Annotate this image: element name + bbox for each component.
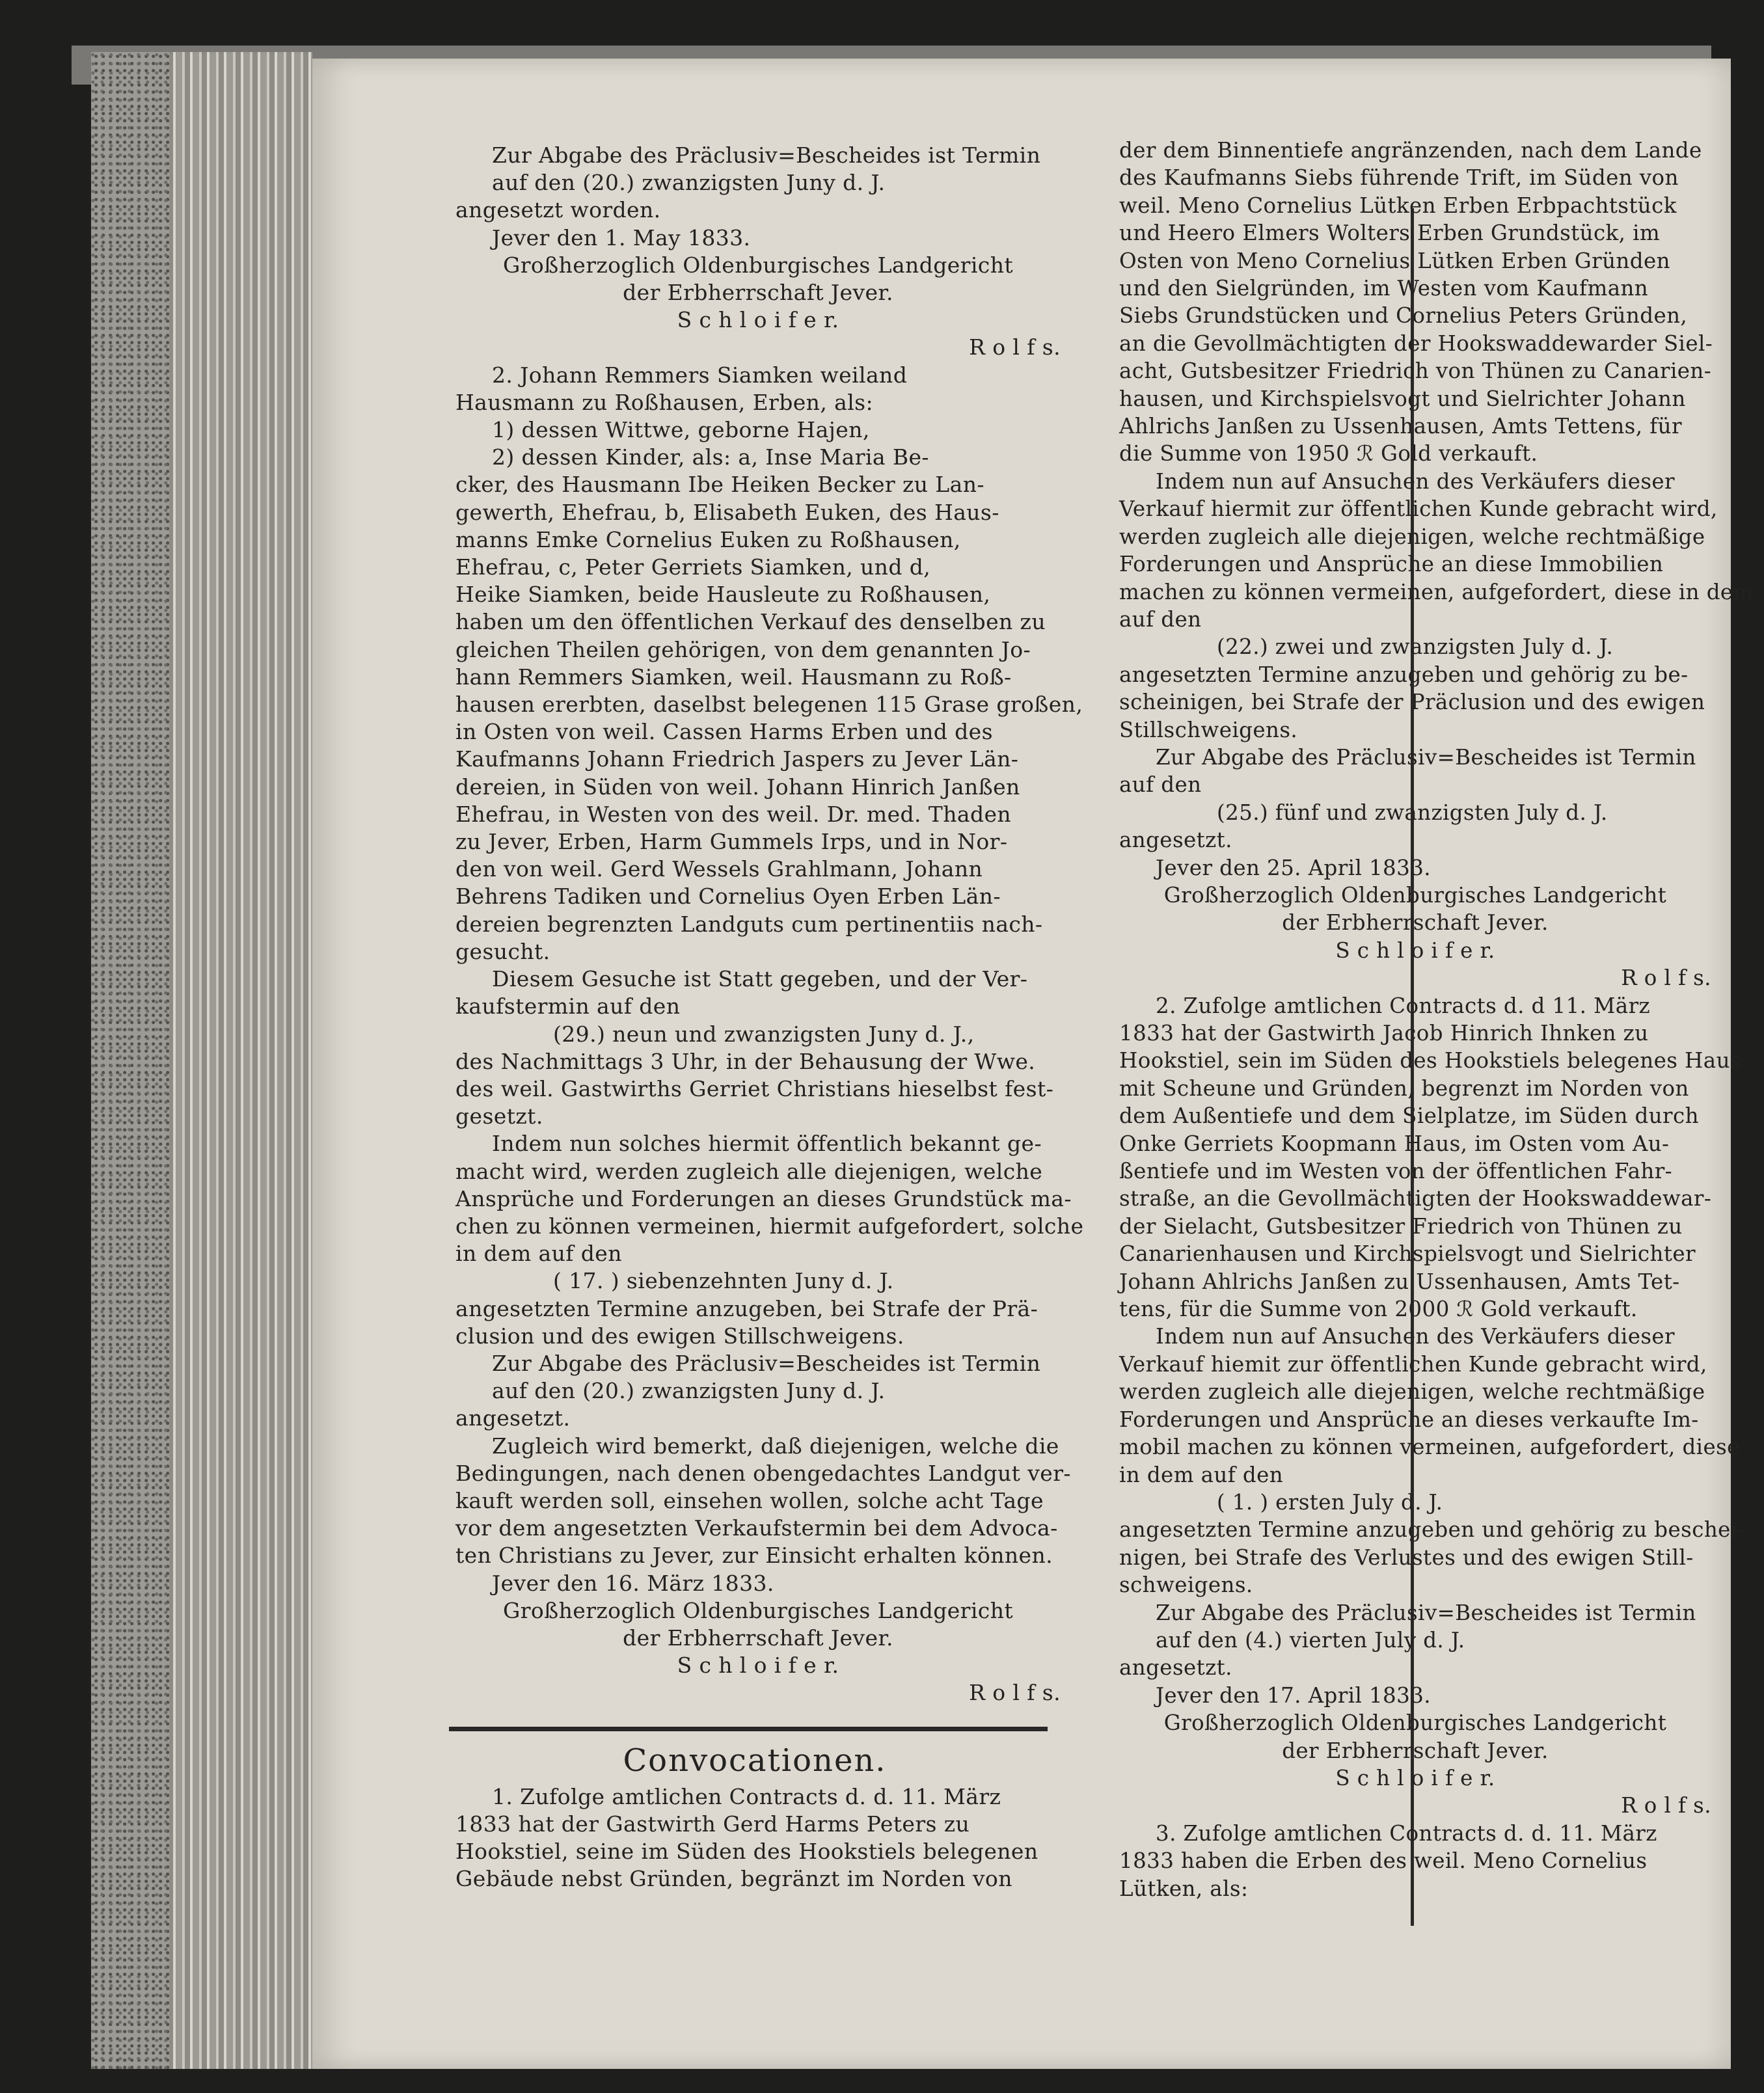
text-line: Canarienhausen und Kirchspielsvogt und Sielrichter bbox=[1119, 1241, 1696, 1267]
text-line: Indem nun auf Ansuchen des Verkäufers dieser bbox=[1156, 468, 1675, 494]
text-line: S c h l o i f e r. bbox=[677, 307, 839, 333]
text-line: Zur Abgabe des Präclusiv=Bescheides ist Termin bbox=[492, 1350, 1041, 1376]
text-line: Onke Gerriets Koopmann Haus, im Osten vom Au- bbox=[1119, 1131, 1670, 1156]
text-line: dereien begrenzten Landguts cum pertinentiis nach- bbox=[455, 911, 1043, 937]
text-line: des Kaufmanns Siebs führende Trift, im Süden von bbox=[1119, 165, 1679, 191]
text-line: Forderungen und Ansprüche an diese Immobilien bbox=[1119, 552, 1664, 577]
text-line: Indem nun auf Ansuchen des Verkäufers dieser bbox=[1156, 1324, 1675, 1349]
text-line: Zugleich wird bemerkt, daß diejenigen, welche die bbox=[492, 1433, 1059, 1459]
text-line: hausen ererbten, daselbst belegenen 115 Grase großen, bbox=[455, 692, 1083, 718]
text-line: Zur Abgabe des Präclusiv=Bescheides ist Termin bbox=[492, 142, 1041, 168]
text-line: (29.) neun und zwanzigsten Juny d. J., bbox=[553, 1021, 975, 1047]
text-line: Gebäude nebst Gründen, begränzt im Norden von bbox=[455, 1866, 1012, 1892]
text-line: machen zu können vermeinen, aufgefordert, diese in dem bbox=[1119, 579, 1754, 604]
text-line: Hookstiel, sein im Süden des Hookstiels belegenes Haus bbox=[1119, 1048, 1741, 1074]
text-line: Ansprüche und Forderungen an dieses Grundstück ma- bbox=[455, 1185, 1072, 1211]
text-line: in dem auf den bbox=[455, 1241, 622, 1267]
text-line: 1. Zufolge amtlichen Contracts d. d. 11. März bbox=[492, 1783, 1001, 1809]
text-line: R o l f s. bbox=[1621, 1793, 1711, 1818]
text-line: cker, des Hausmann Ibe Heiken Becker zu Lan- bbox=[455, 472, 984, 498]
text-line: hann Remmers Siamken, weil. Hausmann zu Roß- bbox=[455, 664, 1012, 690]
text-line: (22.) zwei und zwanzigsten July d. J. bbox=[1217, 634, 1614, 660]
text-line: 2. Zufolge amtlichen Contracts d. d 11. März bbox=[1156, 993, 1651, 1018]
text-line: Lütken, als: bbox=[1119, 1876, 1249, 1901]
text-line: des Nachmittags 3 Uhr, in der Behausung der Wwe. bbox=[455, 1048, 1036, 1074]
text-line: schweigens. bbox=[1119, 1573, 1253, 1598]
text-line: 1) dessen Wittwe, geborne Hajen, bbox=[492, 417, 870, 443]
text-line: gleichen Theilen gehörigen, von dem genannten Jo- bbox=[455, 636, 1031, 662]
text-line: Stillschweigens. bbox=[1119, 717, 1298, 742]
text-line: Großherzoglich Oldenburgisches Landgericht bbox=[1163, 1710, 1667, 1736]
text-line: angesetzten Termine anzugeben, bei Strafe der Prä- bbox=[455, 1295, 1038, 1321]
text-line: in Osten von weil. Cassen Harms Erben und des bbox=[455, 719, 993, 745]
text-line: angesetzten Termine anzugeben und gehörig zu be- bbox=[1119, 662, 1689, 687]
text-line: Großherzoglich Oldenburgisches Landgericht bbox=[502, 252, 1014, 278]
text-line: 2. Johann Remmers Siamken weiland bbox=[492, 362, 908, 388]
text-line: zu Jever, Erben, Harm Gummels Irps, und in Nor- bbox=[455, 829, 1008, 855]
text-line: clusion und des ewigen Stillschweigens. bbox=[455, 1323, 904, 1349]
text-line: weil. Meno Cornelius Lütken Erben Erbpachtstück bbox=[1119, 193, 1677, 218]
text-line: ßentiefe und im Westen von der öffentlichen Fahr- bbox=[1119, 1159, 1673, 1184]
book-cover-edge bbox=[91, 52, 169, 2069]
text-line: acht, Gutsbesitzer Friedrich von Thünen zu Canarien- bbox=[1119, 358, 1712, 384]
text-line: Osten von Meno Cornelius Lütken Erben Gründen bbox=[1119, 248, 1670, 273]
text-line: Jever den 1. May 1833. bbox=[492, 224, 751, 250]
text-line: Großherzoglich Oldenburgisches Landgericht bbox=[1163, 882, 1667, 908]
text-line: angesetzt. bbox=[1119, 1655, 1232, 1681]
text-line: Siebs Grundstücken und Cornelius Peters Gründen, bbox=[1119, 303, 1688, 329]
left-column bbox=[455, 142, 1084, 1893]
text-line: hausen, und Kirchspielsvogt und Sielrichter Johann bbox=[1119, 386, 1686, 411]
text-line: Verkauf hiemit zur öffentlichen Kunde gebracht wird, bbox=[1119, 1351, 1707, 1377]
text-line: werden zugleich alle diejenigen, welche rechtmäßige bbox=[1119, 1379, 1705, 1405]
text-line: manns Emke Cornelius Euken zu Roßhausen, bbox=[455, 526, 961, 552]
text-line: scheinigen, bei Strafe der Präclusion und des ewigen bbox=[1119, 690, 1705, 715]
text-line: Ehefrau, c, Peter Gerriets Siamken, und d, bbox=[455, 554, 931, 580]
text-line: R o l f s. bbox=[969, 334, 1061, 360]
text-line: S c h l o i f e r. bbox=[1335, 1765, 1495, 1790]
text-line: Hausmann zu Roßhausen, Erben, als: bbox=[455, 389, 874, 415]
text-line: auf den (20.) zwanzigsten Juny d. J. bbox=[492, 170, 886, 196]
text-line: 1833 hat der Gastwirth Gerd Harms Peters zu bbox=[455, 1811, 970, 1837]
text-line: vor dem angesetzten Verkaufstermin bei dem Advoca- bbox=[455, 1515, 1058, 1541]
text-line: Kaufmanns Johann Friedrich Jaspers zu Jever Län- bbox=[455, 746, 1019, 772]
text-line: angesetzt. bbox=[1119, 828, 1232, 853]
text-line: Heike Siamken, beide Hausleute zu Roßhausen, bbox=[455, 582, 991, 608]
text-line: gesetzt. bbox=[455, 1103, 543, 1129]
text-line: S c h l o i f e r. bbox=[1335, 938, 1495, 963]
text-line: mit Scheune und Gründen, begrenzt im Norden von bbox=[1119, 1075, 1689, 1101]
text-line: Jever den 25. April 1833. bbox=[1156, 855, 1432, 880]
text-line: kaufstermin auf den bbox=[455, 993, 681, 1019]
text-line: 1833 hat der Gastwirth Jacob Hinrich Ihnken zu bbox=[1119, 1021, 1649, 1046]
text-line: in dem auf den bbox=[1119, 1462, 1284, 1487]
text-line: Indem nun solches hiermit öffentlich bekannt ge- bbox=[492, 1131, 1042, 1157]
text-line: dem Außentiefe und dem Sielplatze, im Süden durch bbox=[1119, 1103, 1699, 1129]
text-line: die Summe von 1950 ℛ Gold verkauft. bbox=[1119, 441, 1538, 466]
text-line: Zur Abgabe des Präclusiv=Bescheides ist Termin bbox=[1156, 1600, 1696, 1625]
text-line: angesetzt worden. bbox=[455, 197, 661, 223]
text-line: Jever den 16. März 1833. bbox=[492, 1570, 774, 1596]
text-line: kauft werden soll, einsehen wollen, solche acht Tage bbox=[455, 1487, 1044, 1513]
text-line: der dem Binnentiefe angränzenden, nach dem Lande bbox=[1119, 138, 1702, 163]
text-line: angesetzt. bbox=[455, 1405, 571, 1431]
text-line: (25.) fünf und zwanzigsten July d. J. bbox=[1217, 800, 1608, 825]
text-line: mobil machen zu können vermeinen, aufgefordert, diese bbox=[1119, 1435, 1740, 1460]
text-line: der Erbherrschaft Jever. bbox=[1282, 1738, 1549, 1763]
text-line: 3. Zufolge amtlichen Contracts d. d. 11. März bbox=[1156, 1820, 1657, 1846]
text-line: werden zugleich alle diejenigen, welche rechtmäßige bbox=[1119, 524, 1705, 549]
text-line: und Heero Elmers Wolters Erben Grundstück, im bbox=[1119, 221, 1661, 246]
text-line: den von weil. Gerd Wessels Grahlmann, Johann bbox=[455, 856, 983, 882]
text-line: Behrens Tadiken und Cornelius Oyen Erben Län- bbox=[455, 884, 1001, 910]
text-line: dereien, in Süden von weil. Johann Hinrich Janßen bbox=[455, 774, 1020, 800]
text-line: tens, für die Summe von 2000 ℛ Gold verkauft. bbox=[1119, 1297, 1638, 1322]
text-line: Hookstiel, seine im Süden des Hookstiels belegenen bbox=[455, 1838, 1038, 1864]
text-line: angesetzten Termine anzugeben und gehörig zu beschei- bbox=[1119, 1517, 1745, 1543]
right-column bbox=[1119, 137, 1754, 1902]
text-line: ( 17. ) siebenzehnten Juny d. J. bbox=[553, 1268, 894, 1294]
text-line: der Erbherrschaft Jever. bbox=[623, 1625, 893, 1651]
text-line: Jever den 17. April 1833. bbox=[1156, 1682, 1432, 1708]
text-line: chen zu können vermeinen, hiermit aufgefordert, solche bbox=[455, 1213, 1084, 1239]
text-line: macht wird, werden zugleich alle diejenigen, welche bbox=[455, 1158, 1043, 1184]
text-line: an die Gevollmächtigten der Hookswaddewarder Siel- bbox=[1119, 331, 1713, 356]
text-line: R o l f s. bbox=[969, 1680, 1061, 1706]
text-line: Johann Ahlrichs Janßen zu Ussenhausen, Amts Tet- bbox=[1119, 1269, 1680, 1294]
text-line: R o l f s. bbox=[1621, 965, 1711, 991]
text-line: der Erbherrschaft Jever. bbox=[1282, 910, 1549, 936]
text-line: 2) dessen Kinder, als: a, Inse Maria Be- bbox=[492, 444, 929, 470]
section-heading: Convocationen. bbox=[623, 1742, 887, 1779]
document-page bbox=[312, 59, 1754, 2069]
text-line: Großherzoglich Oldenburgisches Landgericht bbox=[502, 1597, 1014, 1623]
text-line: des weil. Gastwirths Gerriet Christians hieselbst fest- bbox=[455, 1075, 1054, 1101]
text-line: ( 1. ) ersten July d. J. bbox=[1217, 1489, 1443, 1515]
text-line: auf den (20.) zwanzigsten Juny d. J. bbox=[492, 1378, 886, 1404]
text-line: Verkauf hiermit zur öffentlichen Kunde gebracht wird, bbox=[1119, 496, 1718, 522]
text-line: haben um den öffentlichen Verkauf des denselben zu bbox=[455, 609, 1046, 635]
text-line: gesucht. bbox=[455, 938, 550, 964]
text-line: ten Christians zu Jever, zur Einsicht erhalten können. bbox=[455, 1543, 1053, 1569]
text-line: Bedingungen, nach denen obengedachtes Landgut ver- bbox=[455, 1460, 1071, 1486]
text-line: 1833 haben die Erben des weil. Meno Cornelius bbox=[1119, 1848, 1648, 1874]
text-line: Forderungen und Ansprüche an dieses verkaufte Im- bbox=[1119, 1407, 1699, 1432]
text-line: auf den bbox=[1119, 606, 1202, 632]
text-line: S c h l o i f e r. bbox=[677, 1653, 839, 1679]
text-line: auf den (4.) vierten July d. J. bbox=[1156, 1627, 1465, 1653]
text-line: Ahlrichs Janßen zu Ussenhausen, Amts Tettens, für bbox=[1119, 414, 1682, 439]
text-line: Ehefrau, in Westen von des weil. Dr. med. Thaden bbox=[455, 801, 1012, 827]
text-line: und den Sielgründen, im Westen vom Kaufmann bbox=[1119, 276, 1649, 301]
text-line: Zur Abgabe des Präclusiv=Bescheides ist Termin bbox=[1156, 744, 1696, 770]
text-line: gewerth, Ehefrau, b, Elisabeth Euken, des Haus- bbox=[455, 499, 999, 525]
text-line: straße, an die Gevollmächtigten der Hookswaddewar- bbox=[1119, 1186, 1712, 1211]
text-line: Diesem Gesuche ist Statt gegeben, und der Ver- bbox=[492, 966, 1028, 992]
text-line: der Erbherrschaft Jever. bbox=[623, 280, 893, 306]
text-line: nigen, bei Strafe des Verlustes und des ewigen Still- bbox=[1119, 1545, 1694, 1570]
text-line: auf den bbox=[1119, 772, 1202, 798]
text-line: der Sielacht, Gutsbesitzer Friedrich von Thünen zu bbox=[1119, 1213, 1683, 1239]
